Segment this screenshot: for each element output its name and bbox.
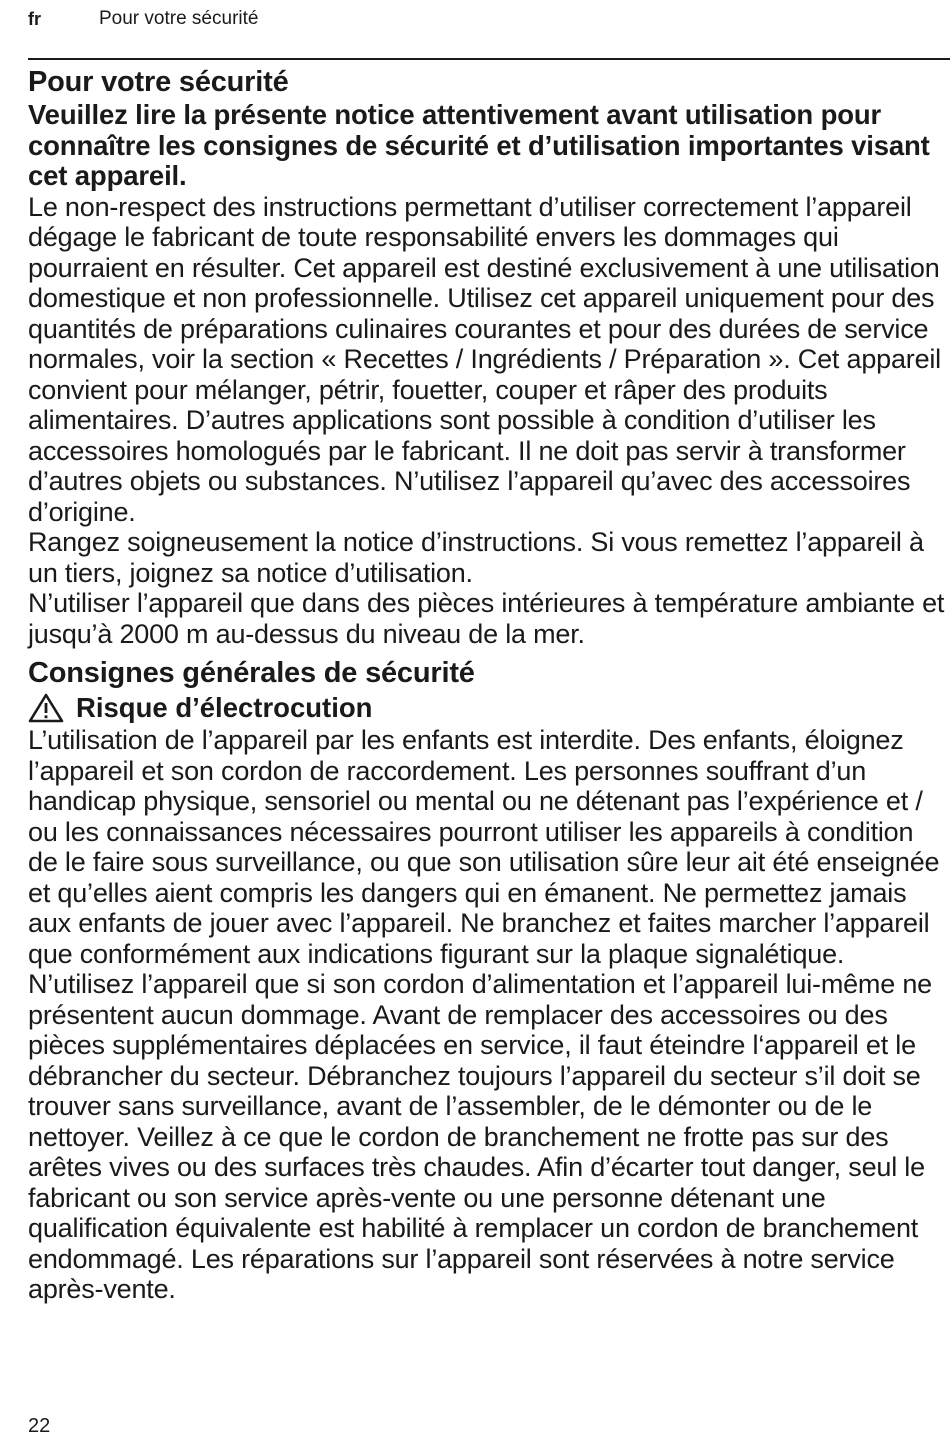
intro-lead: Veuillez lire la présente notice attentivement avant utilisation pour connaître les consignes de sécurité et d’utilisation importantes visant cet appareil. (28, 99, 930, 191)
page-number: 22 (28, 1415, 51, 1437)
language-code: fr (28, 9, 41, 29)
electrocution-warning-body: L’utilisation de l’appareil par les enfants est interdite. Des enfants, éloignez l’appareil et son cordon de raccordement. Les personnes souffrant d’un handicap physique, sensoriel ou mental ou ne détenant pas l’expérience et / ou les connaissances nécessaires pourront utiliser les appareils à condition de le faire sous surveillance, ou que son utilisation sûre leur ait été enseignée et qu’elles aient compris les dangers qui en émanent. Ne permettez jamais aux enfants de jouer avec l’appareil. Ne branchez et faites marcher l’appareil que conformément aux indications figurant sur la plaque signalétique. N’utilisez l’appareil que si son cordon d’alimentation et l’appareil lui-même ne présentent aucun dommage. Avant de remplacer des accessoires ou des pièces supplémentaires déplacées en service, il faut éteindre l‘appareil et le débrancher du secteur. Débranchez toujours l’appareil du secteur s’il doit se trouver sans surveillance, avant de l’assembler, de le démonter ou de le nettoyer. Veillez à ce que le cordon de branchement ne frotte pas sur des arêtes vives ou des surfaces très chaudes. Afin d’écarter tout danger, seul le fabricant ou son service après-vente ou une personne détenant une qualification équivalente est habilité à remplacer un cordon de branchement endommagé. Les réparations sur l’appareil sont réservées à notre service après-vente. (28, 725, 940, 1304)
general-safety-title: Consignes générales de sécurité (28, 657, 475, 689)
storage-paragraph: Rangez soigneusement la notice d’instructions. Si vous remettez l’appareil à un tiers, joignez sa notice d’utilisation. (28, 527, 924, 588)
header-divider (28, 58, 950, 60)
section-title: Pour votre sécurité (28, 66, 289, 98)
electrocution-warning-heading (28, 691, 950, 725)
intro-paragraph: Le non-respect des instructions permettant d’utiliser correctement l’appareil dégage le fabricant de toute responsabilité envers les dommages qui pourraient en résulter. Cet appareil est destiné exclusivement à une utilisation domestique et non professionnelle. Utilisez cet appareil uniquement pour des quantités de préparations culinaires courantes et pour des durées de service normales, voir la section « Recettes / Ingrédients / Préparation ». Cet appareil convient pour mélanger, pétrir, fouetter, couper et râper des produits alimentaires. D’autres applications sont possible à condition d’utiliser les accessoires homologués par le fabricant. Il ne doit pas servir à transformer d’autres objets ou substances. N’utilisez l’appareil qu’avec des accessoires d’origine. (28, 191, 941, 527)
running-header (28, 6, 944, 32)
page-content (28, 64, 950, 1305)
environment-paragraph: N’utiliser l’appareil que dans des pièces intérieures à température ambiante et jusqu’à 2000 m au-dessus du niveau de la mer. (28, 588, 945, 649)
running-header-title: Pour votre sécurité (99, 8, 259, 29)
document-page (28, 0, 944, 1437)
warning-title-text: Risque d’électrocution (76, 692, 373, 723)
warning-triangle-icon (28, 693, 64, 723)
